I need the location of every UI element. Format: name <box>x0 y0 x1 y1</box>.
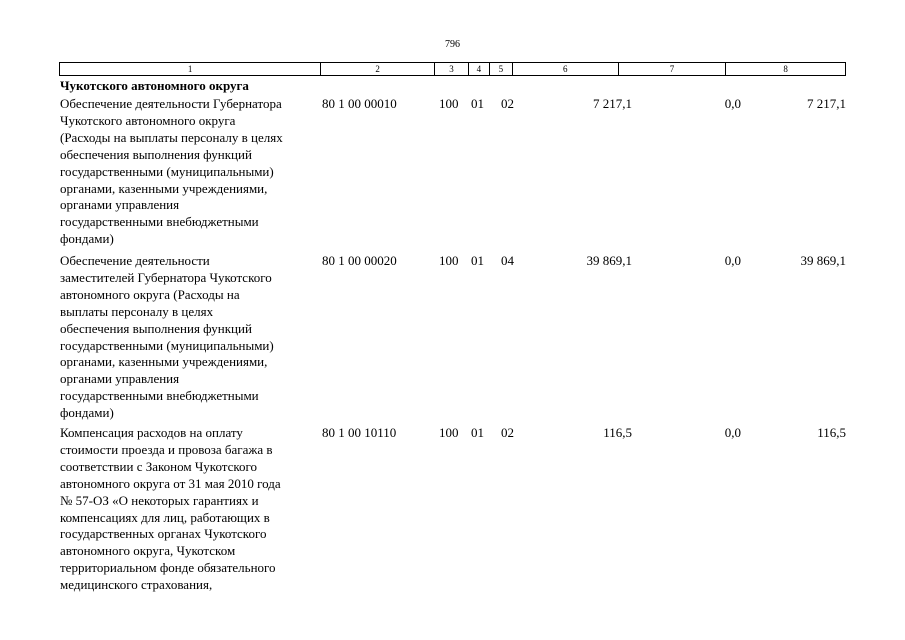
row-pr: 02 <box>501 96 514 111</box>
row-col8: 116,5 <box>817 425 846 440</box>
row-col8: 7 217,1 <box>807 96 846 111</box>
header-col-2: 2 <box>321 63 435 75</box>
row-description: Обеспечение деятельности заместителей Губернатора Чукотского автономного округа (Расходы на выплаты персоналу в целях обеспечения выполнения функций государственными (муниципальными) органами, казенными учреждениями, органами управления государственными внебюджетными фондами) <box>60 253 274 421</box>
row-col6: 116,5 <box>603 425 632 440</box>
row-col8: 39 869,1 <box>800 253 846 268</box>
row-col7: 0,0 <box>724 96 741 111</box>
row-col7: 0,0 <box>724 253 741 268</box>
header-col-7: 7 <box>619 63 727 75</box>
header-col-4: 4 <box>469 63 490 75</box>
row-code: 80 1 00 10110 <box>322 425 397 440</box>
header-col-8: 8 <box>783 64 788 74</box>
page-number: 796 <box>445 39 460 50</box>
header-col-6: 6 <box>513 63 619 75</box>
row-vr: 100 <box>439 253 459 268</box>
row-code: 80 1 00 00010 <box>322 96 397 111</box>
row-rz: 01 <box>471 253 484 268</box>
row-description: Компенсация расходов на оплату стоимости проезда и провоза багажа в соответствии с Законом Чукотского автономного округа от 31 мая 2010 года № 57-ОЗ «О некоторых гарантиях и компенсациях для лиц, работающих в государственных органах Чукотского автономного округа, Чукотском территориальном фонде обязательного медицинского страхования, <box>60 425 281 593</box>
row-vr: 100 <box>439 96 459 111</box>
row-col6: 39 869,1 <box>586 253 632 268</box>
table-header <box>59 62 846 76</box>
row-vr: 100 <box>439 425 459 440</box>
header-col-5: 5 <box>490 63 513 75</box>
header-col-1: 1 <box>60 63 321 75</box>
row-description: Обеспечение деятельности Губернатора Чукотского автономного округа (Расходы на выплаты персоналу в целях обеспечения выполнения функций государственными (муниципальными) органами, казенными учреждениями, органами управления государственными внебюджетными фондами) <box>60 96 283 247</box>
section-title: Чукотского автономного округа <box>60 78 249 93</box>
header-col-3: 3 <box>435 63 469 75</box>
row-col6: 7 217,1 <box>593 96 632 111</box>
row-pr: 02 <box>501 425 514 440</box>
row-rz: 01 <box>471 96 484 111</box>
row-code: 80 1 00 00020 <box>322 253 397 268</box>
row-col7: 0,0 <box>724 425 741 440</box>
row-pr: 04 <box>501 253 514 268</box>
row-rz: 01 <box>471 425 484 440</box>
